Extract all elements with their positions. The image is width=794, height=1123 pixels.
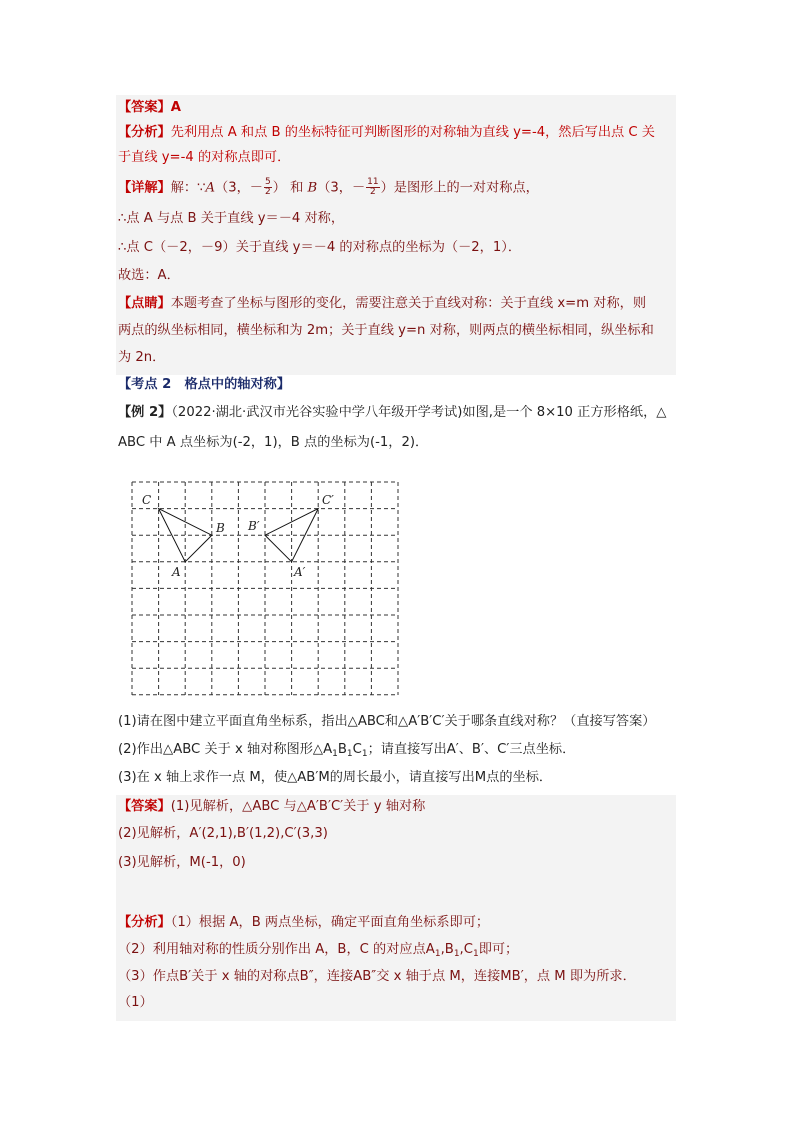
fraction-5-2 [264, 178, 272, 197]
analysis2-sub-3: 1 [472, 949, 479, 959]
analysis2-line-4: （1） [118, 995, 153, 1010]
detail-a-label: A [205, 180, 216, 196]
answer2-text-1: (1)见解析，△ABC 与△A′B′C′关于 y 轴对称 [170, 799, 426, 814]
fraction-11-2 [366, 178, 379, 197]
example-line-2: ABC 中 A 点坐标为(-2，1)，B 点的坐标为(-1，2)． [118, 435, 429, 450]
analysis2-text-2b: ,B [440, 942, 454, 957]
q2-sub-2: 1 [346, 749, 353, 759]
answer2-line-3: (3)见解析，M(-1，0) [118, 855, 246, 870]
detail-tag: 【详解】 [118, 180, 171, 196]
frac2-den: 2 [370, 187, 376, 197]
detail-and: 和 [285, 180, 308, 196]
question-1: (1)请在图中建立平面直角坐标系，指出△ABC和△A′B′C′关于哪条直线对称？（直接写答案） [118, 714, 656, 729]
analysis2-line-1 [118, 913, 489, 933]
label-c: C [142, 493, 152, 507]
q2-text-b: B [337, 742, 347, 757]
analysis2-text-2c: ,C [459, 942, 473, 957]
analysis2-sub-2: 1 [453, 949, 460, 959]
label-a-prime: A′ [294, 565, 306, 579]
analysis2-sub-1: 1 [434, 949, 441, 959]
analysis-tag: 【分析】 [118, 125, 171, 140]
therefore-line-1: ∴点 A 与点 B 关于直线 y＝－4 对称， [118, 211, 345, 226]
analysis2-line-2 [118, 940, 518, 964]
question-2 [118, 740, 575, 764]
answer-line [118, 98, 181, 118]
q2-text-d: ；请直接写出A′、B′、C′三点坐标． [367, 742, 576, 757]
label-b: B [216, 521, 225, 535]
answer2-line-1 [118, 797, 425, 817]
comment-line-2: 两点的纵坐标相同，横坐标和为 2m；关于直线 y=n 对称，则两点的横坐标相同，纵坐标和 [118, 323, 654, 338]
detail-b-open: （3，－ [317, 180, 366, 196]
example-line-1 [118, 403, 666, 423]
comment-line-1 [118, 294, 646, 314]
example-tag: 【例 2】 [118, 405, 172, 420]
comment-tag: 【点睛】 [118, 296, 171, 311]
detail-a-close: ） [272, 180, 286, 196]
label-c-prime: C′ [322, 493, 334, 507]
comment-text-1: 本题考查了坐标与图形的变化，需要注意关于直线对称：关于直线 x=m 对称，则 [170, 296, 647, 311]
example-text-1: （2022·湖北·武汉市光谷实验中学八年级开学考试)如图,是一个 8×10 正方形格纸，△ [171, 405, 667, 420]
label-a: A [172, 565, 181, 579]
analysis2-tag: 【分析】 [118, 915, 171, 930]
comment-line-3: 为 2n． [118, 350, 166, 365]
analysis-line-2: 于直线 y=-4 的对称点即可． [118, 150, 291, 165]
analysis-line-1 [118, 123, 655, 143]
answer-tag: 【答案】 [118, 100, 171, 115]
q2-text-c: C [352, 742, 362, 757]
frac2-num: 11 [367, 177, 379, 187]
q2-sub-1: 1 [332, 749, 338, 759]
choose-line: 故选：A． [118, 268, 180, 283]
q2-text-a: (2)作出△ABC 关于 x 轴对称图形△A [118, 742, 333, 757]
analysis2-line-3: （3）作点B′关于 x 轴的对称点B″，连接AB″交 x 轴于点 M，连接MB′，点 M 即为所求． [118, 969, 636, 984]
answer-value: A [170, 100, 181, 115]
frac1-den: 2 [265, 187, 271, 197]
analysis2-text-1: （1）根据 A，B 两点坐标，确定平面直角坐标系即可； [170, 915, 490, 930]
therefore-line-2: ∴点 C（－2，－9）关于直线 y＝－4 的对称点的坐标为（－2，1）． [118, 240, 522, 255]
analysis2-text-2d: 即可； [478, 942, 519, 957]
detail-b-label: B [307, 180, 318, 196]
detail-line [118, 178, 539, 199]
detail-pair-text: ）是图形上的一对对称点， [380, 180, 539, 196]
analysis2-text-2a: （2）利用轴对称的性质分别作出 A，B，C 的对应点A [118, 942, 435, 957]
grid-lines [132, 482, 398, 695]
frac1-num: 5 [265, 177, 271, 187]
detail-a-open: （3，－ [215, 180, 263, 196]
analysis-text-1: 先利用点 A 和点 B 的坐标特征可判断图形的对称轴为直线 y=-4，然后写出点 C 关 [170, 125, 655, 140]
grid-figure [118, 472, 418, 707]
detail-intro: 解：∵ [170, 180, 206, 196]
answer2-tag: 【答案】 [118, 799, 171, 814]
section-heading: 【考点 2 格点中的轴对称】 [118, 377, 291, 392]
label-b-prime: B′ [248, 519, 260, 533]
q2-sub-3: 1 [361, 749, 368, 759]
question-3: (3)在 x 轴上求作一点 M，使△AB′M的周长最小，请直接写出M点的坐标． [118, 770, 553, 785]
answer2-line-2: (2)见解析，A′(2,1),B′(1,2),C′(3,3) [118, 826, 328, 841]
